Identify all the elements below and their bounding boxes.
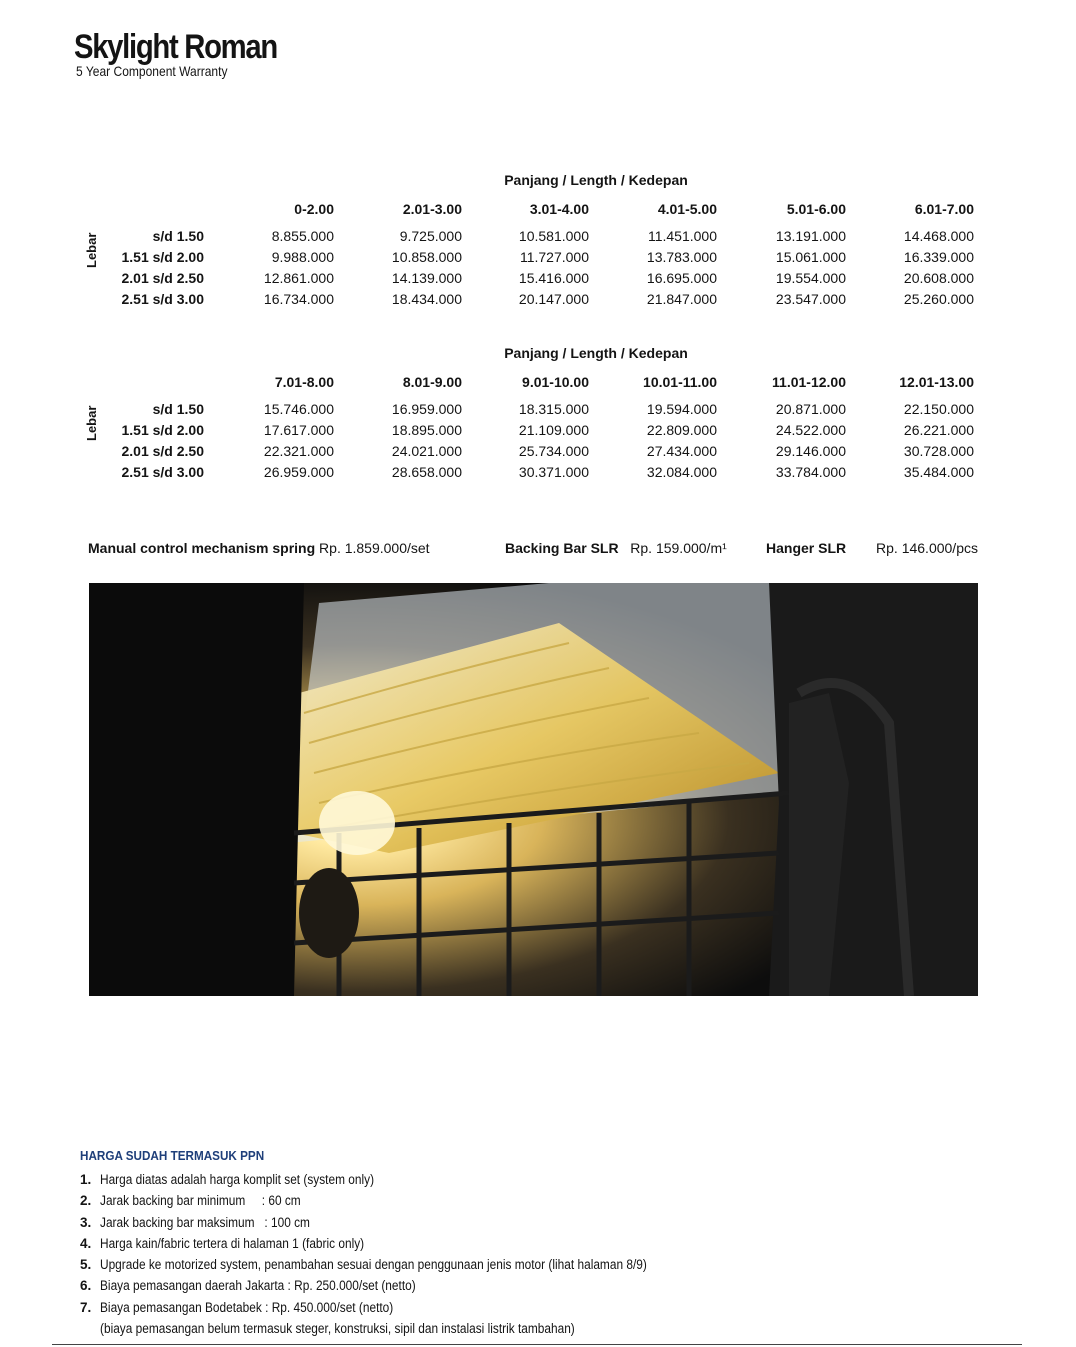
skylight-installation-photo [89, 583, 978, 996]
note-item: 1. Harga diatas adalah harga komplit set (system only) [80, 1169, 780, 1190]
note-sub-text-content: (biaya pemasangan belum termasuk steger, konstruksi, sipil dan instalasi listrik tambahan) [100, 1321, 575, 1337]
price-cell: 25.260.000 [903, 291, 974, 307]
accessory-name: Hanger SLR [766, 540, 847, 556]
price-cell: 19.594.000 [646, 401, 717, 417]
price-cell: 18.895.000 [391, 422, 462, 438]
notes-section [80, 1147, 780, 1339]
note-text: Biaya pemasangan daerah Jakarta : Rp. 250.000/set (netto) [100, 1278, 416, 1294]
price-cell: 14.468.000 [903, 228, 974, 244]
price-cell: 18.434.000 [391, 291, 462, 307]
note-sub-text [80, 1318, 780, 1339]
price-cell: 23.547.000 [775, 291, 846, 307]
price-cell: 15.746.000 [263, 401, 334, 417]
accessory-name: Manual control mechanism spring [88, 540, 316, 556]
price-cell: 29.146.000 [775, 443, 846, 459]
price-table-1 [78, 170, 978, 310]
note-item: 6. Biaya pemasangan daerah Jakarta : Rp. 250.000/set (netto) [80, 1275, 780, 1296]
price-cell: 19.554.000 [775, 270, 846, 286]
column-header: 9.01-10.00 [522, 374, 589, 390]
price-cell: 26.959.000 [263, 464, 334, 480]
footer-divider [52, 1344, 1022, 1345]
price-cell: 26.221.000 [903, 422, 974, 438]
note-item: 7. Biaya pemasangan Bodetabek : Rp. 450.000/set (netto) [80, 1297, 780, 1318]
price-cell: 15.416.000 [518, 270, 589, 286]
note-item: 3. Jarak backing bar maksimum : 100 cm [80, 1212, 780, 1233]
accessory-backing-bar [505, 537, 727, 559]
accessories-row [88, 537, 978, 559]
price-cell: 24.522.000 [775, 422, 846, 438]
note-item: 4. Harga kain/fabric tertera di halaman 1 (fabric only) [80, 1233, 780, 1254]
accessory-name: Backing Bar SLR [505, 540, 619, 556]
column-header: 4.01-5.00 [657, 201, 717, 217]
column-header: 6.01-7.00 [914, 201, 974, 217]
accessory-manual-control [88, 537, 430, 559]
side-label: Lebar [84, 405, 99, 441]
note-item: 2. Jarak backing bar minimum : 60 cm [80, 1190, 780, 1211]
note-text: Harga diatas adalah harga komplit set (system only) [100, 1172, 375, 1187]
price-cell: 32.084.000 [646, 464, 717, 480]
column-header: 12.01-13.00 [899, 374, 974, 390]
price-cell: 8.855.000 [271, 228, 334, 244]
column-header: 8.01-9.00 [402, 374, 462, 390]
accessory-hanger [766, 537, 978, 559]
row-label: 2.51 s/d 3.00 [121, 464, 204, 480]
price-cell: 18.315.000 [518, 401, 589, 417]
note-text: Biaya pemasangan Bodetabek : Rp. 450.000/set (netto) [100, 1299, 394, 1315]
accessory-price: Rp. 1.859.000/set [319, 540, 430, 556]
price-cell: 16.695.000 [646, 270, 717, 286]
column-header: 2.01-3.00 [402, 201, 462, 217]
column-header: 5.01-6.00 [786, 201, 846, 217]
note-text: Upgrade ke motorized system, penambahan sesuai dengan penggunaan jenis motor (lihat halaman 8/9) [100, 1257, 647, 1273]
price-cell: 9.725.000 [399, 228, 462, 244]
price-cell: 17.617.000 [263, 422, 334, 438]
price-cell: 27.434.000 [646, 443, 717, 459]
note-text: Jarak backing bar maksimum : 100 cm [100, 1214, 310, 1230]
row-label: 1.51 s/d 2.00 [121, 422, 204, 438]
note-text: Jarak backing bar minimum : 60 cm [100, 1193, 301, 1209]
row-label: s/d 1.50 [152, 401, 204, 417]
row-label: 2.51 s/d 3.00 [121, 291, 204, 307]
price-cell: 15.061.000 [775, 249, 846, 265]
price-cell: 10.858.000 [391, 249, 462, 265]
price-cell: 22.321.000 [263, 443, 334, 459]
price-cell: 35.484.000 [903, 464, 974, 480]
row-label: s/d 1.50 [152, 228, 204, 244]
page-subtitle: 5 Year Component Warranty [76, 63, 228, 79]
price-cell: 21.109.000 [518, 422, 589, 438]
note-text: Harga kain/fabric tertera di halaman 1 (fabric only) [100, 1235, 365, 1251]
price-cell: 14.139.000 [391, 270, 462, 286]
note-item: 5. Upgrade ke motorized system, penambahan sesuai dengan penggunaan jenis motor (lihat halaman 8/9) [80, 1254, 780, 1275]
price-cell: 11.727.000 [519, 249, 589, 265]
price-cell: 28.658.000 [391, 464, 462, 480]
column-header: 10.01-11.00 [643, 374, 717, 390]
table-header: Panjang / Length / Kedepan [504, 345, 688, 361]
price-cell: 13.783.000 [646, 249, 717, 265]
price-cell: 30.371.000 [518, 464, 589, 480]
price-cell: 22.150.000 [903, 401, 974, 417]
price-cell: 22.809.000 [646, 422, 717, 438]
price-cell: 16.959.000 [391, 401, 462, 417]
price-cell: 11.451.000 [647, 228, 717, 244]
price-cell: 16.734.000 [263, 291, 334, 307]
price-cell: 30.728.000 [903, 443, 974, 459]
accessory-price: Rp. 159.000/m¹ [630, 540, 727, 556]
price-cell: 12.861.000 [263, 270, 334, 286]
price-cell: 33.784.000 [775, 464, 846, 480]
row-label: 2.01 s/d 2.50 [121, 270, 204, 286]
price-cell: 20.608.000 [903, 270, 974, 286]
page-title: Skylight Roman [74, 28, 277, 66]
column-header: 0-2.00 [294, 201, 334, 217]
price-cell: 16.339.000 [903, 249, 974, 265]
price-cell: 20.871.000 [775, 401, 846, 417]
side-label: Lebar [84, 232, 99, 268]
accessory-price: Rp. 146.000/pcs [876, 540, 978, 556]
price-cell: 13.191.000 [775, 228, 846, 244]
price-cell: 24.021.000 [391, 443, 462, 459]
price-cell: 21.847.000 [646, 291, 717, 307]
price-cell: 10.581.000 [518, 228, 589, 244]
column-header: 11.01-12.00 [772, 374, 846, 390]
notes-title: HARGA SUDAH TERMASUK PPN [80, 1148, 265, 1163]
table-header: Panjang / Length / Kedepan [504, 172, 688, 188]
price-cell: 20.147.000 [518, 291, 589, 307]
column-header: 7.01-8.00 [274, 374, 334, 390]
column-header: 3.01-4.00 [529, 201, 589, 217]
row-label: 2.01 s/d 2.50 [121, 443, 204, 459]
row-label: 1.51 s/d 2.00 [121, 249, 204, 265]
price-cell: 9.988.000 [271, 249, 334, 265]
price-table-2 [78, 343, 978, 483]
price-cell: 25.734.000 [518, 443, 589, 459]
